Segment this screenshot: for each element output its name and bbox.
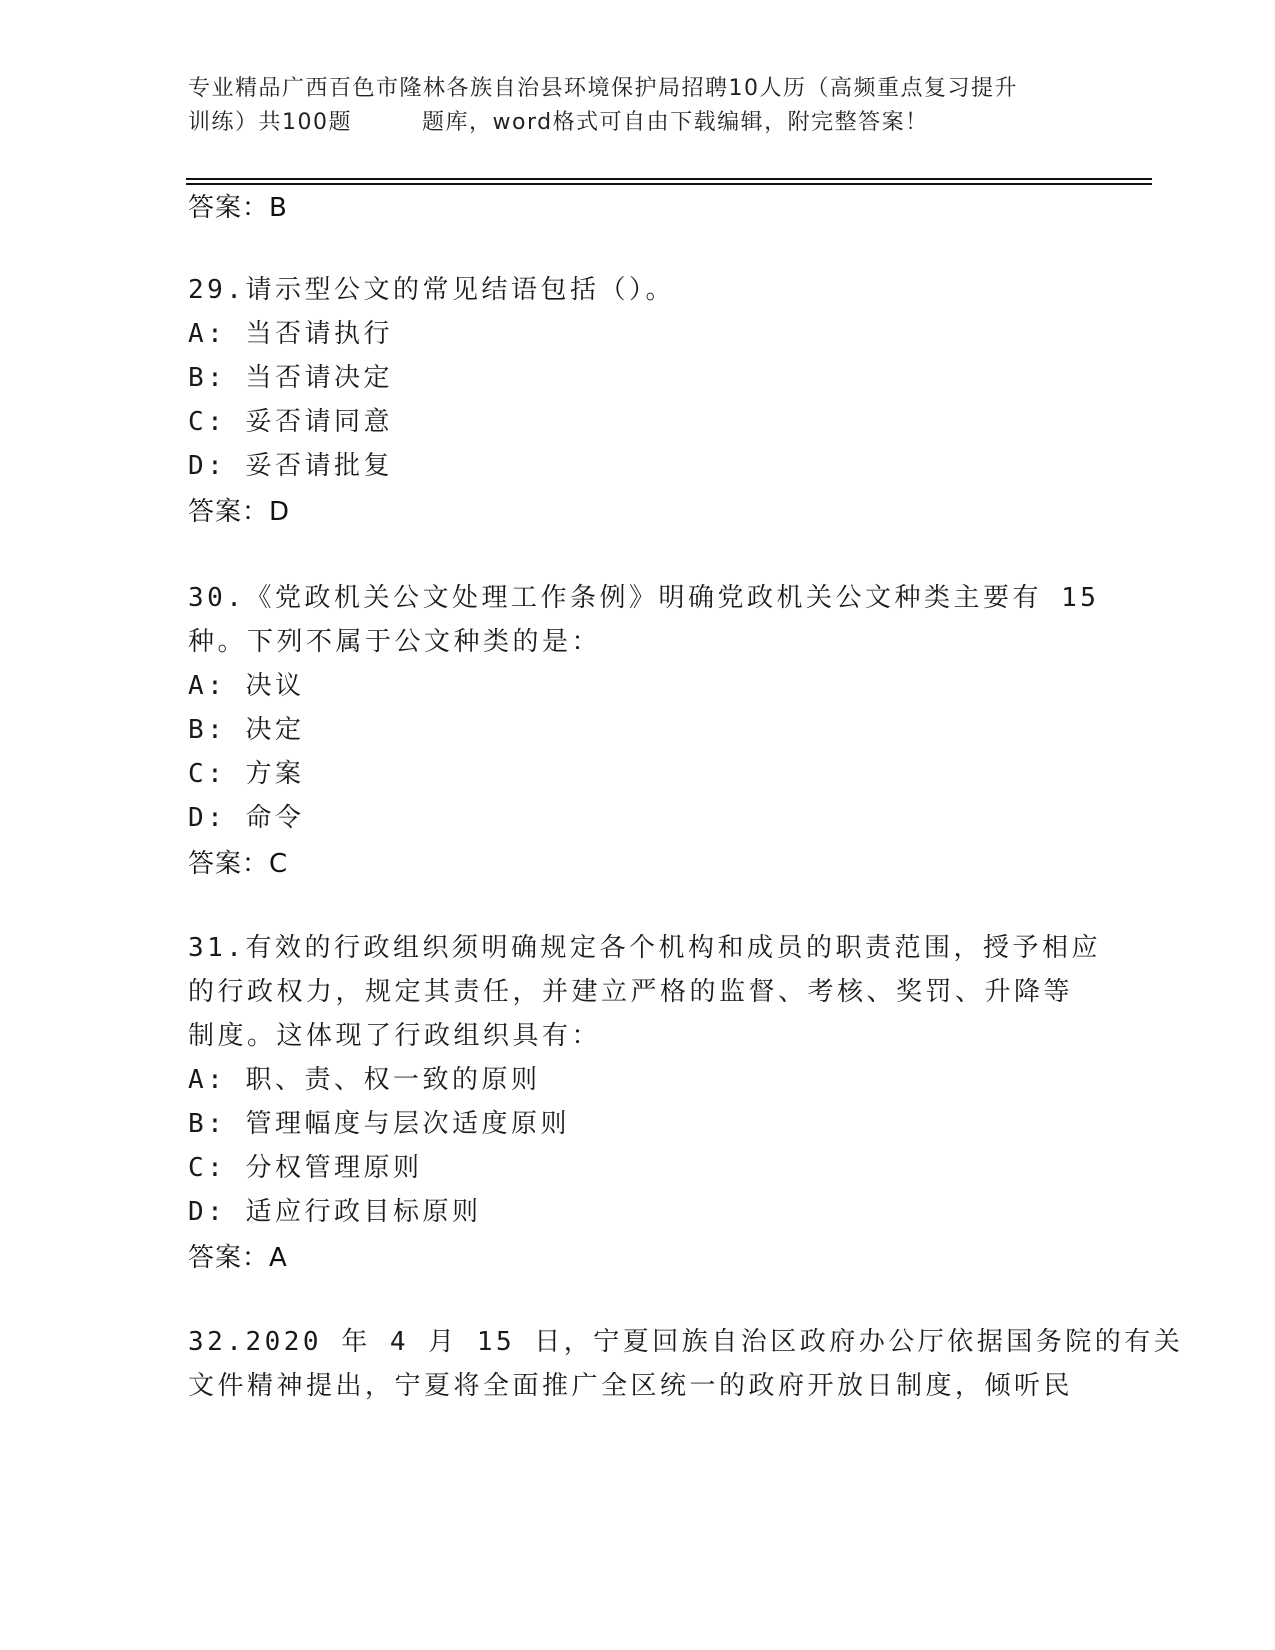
question-29-option-c: C: 妥否请同意 bbox=[188, 407, 393, 437]
question-31-stem-line-3: 制度。这体现了行政组织具有： bbox=[188, 1021, 602, 1051]
header-line-1: 专业精品广西百色市隆林各族自治县环境保护局招聘10人历（高频重点复习提升 bbox=[188, 76, 1018, 101]
question-32-stem-line-1: 32.2020 年 4 月 15 日，宁夏回族自治区政府办公厅依据国务院的有关 bbox=[188, 1327, 1184, 1357]
question-31-stem-line-1: 31.有效的行政组织须明确规定各个机构和成员的职责范围，授予相应 bbox=[188, 933, 1101, 963]
question-32-stem-line-2: 文件精神提出，宁夏将全面推广全区统一的政府开放日制度，倾听民 bbox=[188, 1371, 1074, 1401]
header-line-2a: 训练）共100题 bbox=[188, 110, 352, 135]
document-header bbox=[188, 72, 1088, 140]
question-31-answer: 答案：A bbox=[188, 1243, 288, 1273]
header-rule-bottom bbox=[186, 183, 1152, 185]
question-31-option-b: B: 管理幅度与层次适度原则 bbox=[188, 1109, 570, 1139]
question-30-stem-line-2: 种。下列不属于公文种类的是： bbox=[188, 627, 602, 657]
question-29-option-a: A: 当否请执行 bbox=[188, 319, 393, 349]
question-30-option-a: A: 决议 bbox=[188, 671, 305, 701]
question-30-option-d: D: 命令 bbox=[188, 803, 305, 833]
question-29-option-b: B: 当否请决定 bbox=[188, 363, 393, 393]
question-31-option-d: D: 适应行政目标原则 bbox=[188, 1197, 482, 1227]
question-30-option-b: B: 决定 bbox=[188, 715, 305, 745]
header-line-2 bbox=[188, 106, 1088, 140]
question-29-stem: 29.请示型公文的常见结语包括（）。 bbox=[188, 275, 675, 305]
question-30-answer: 答案：C bbox=[188, 849, 289, 879]
question-30-stem-line-1: 30.《党政机关公文处理工作条例》明确党政机关公文种类主要有 15 bbox=[188, 583, 1100, 613]
question-31-option-c: C: 分权管理原则 bbox=[188, 1153, 423, 1183]
question-31-stem-line-2: 的行政权力，规定其责任，并建立严格的监督、考核、奖罚、升降等 bbox=[188, 977, 1074, 1007]
question-29-answer: 答案：D bbox=[188, 497, 291, 527]
question-31-option-a: A: 职、责、权一致的原则 bbox=[188, 1065, 541, 1095]
question-29-option-d: D: 妥否请批复 bbox=[188, 451, 393, 481]
previous-answer: 答案：B bbox=[188, 193, 288, 223]
header-rule-top bbox=[186, 178, 1152, 180]
question-30-option-c: C: 方案 bbox=[188, 759, 305, 789]
header-line-2b: 题库，word格式可自由下载编辑，附完整答案！ bbox=[422, 110, 929, 135]
